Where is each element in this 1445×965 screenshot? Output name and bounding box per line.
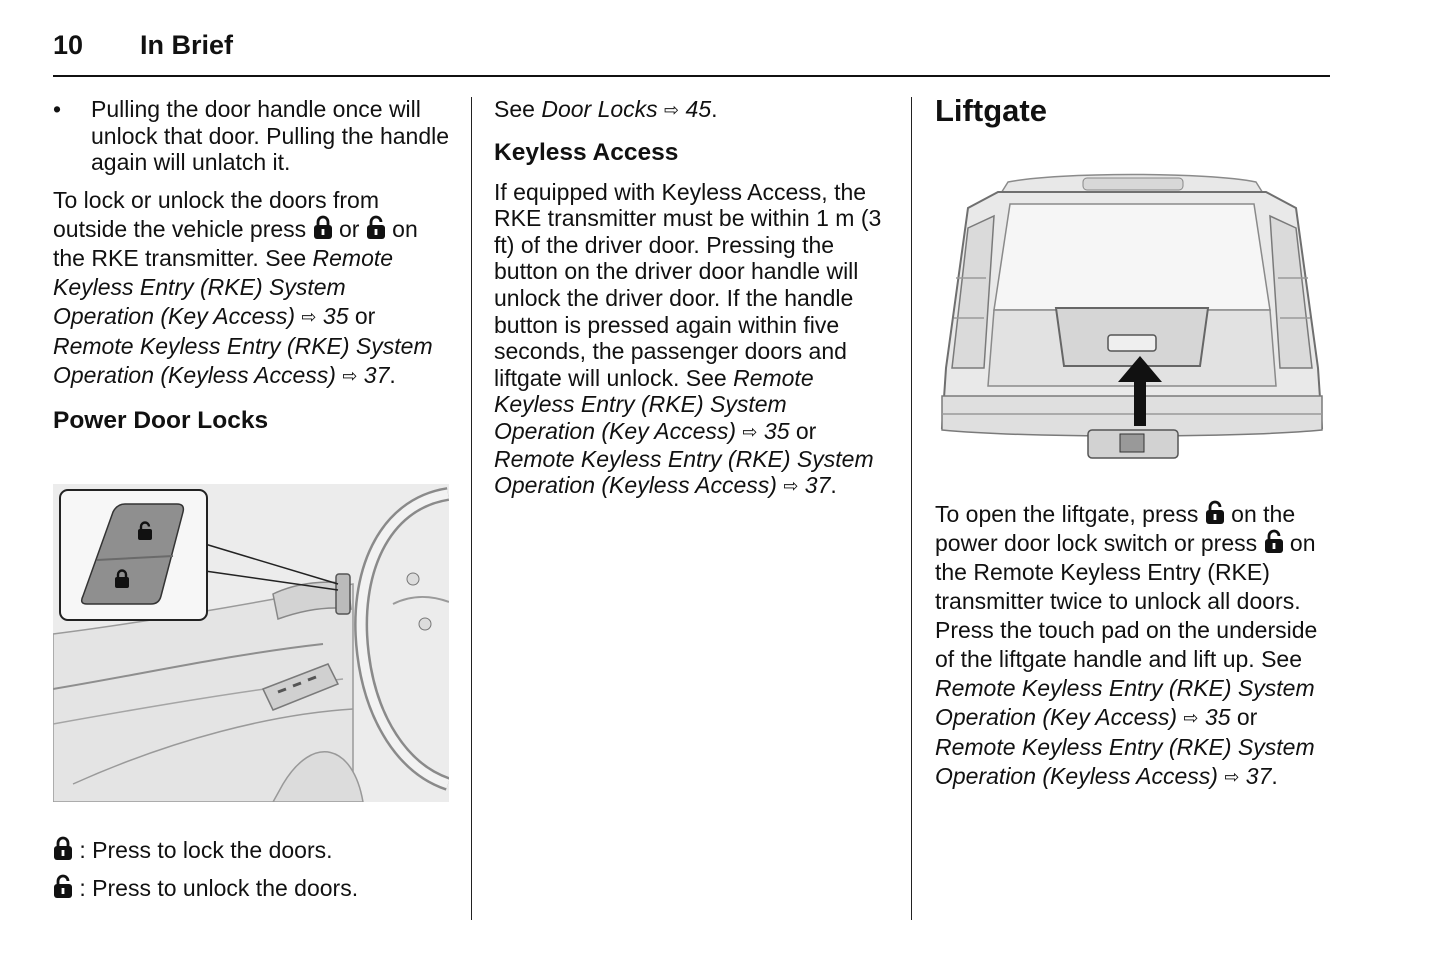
- page-reference-arrow-icon: ⇨: [664, 100, 680, 120]
- page-reference-arrow-icon: ⇨: [342, 365, 358, 386]
- page-reference-arrow-icon: ⇨: [742, 421, 758, 442]
- legend-unlock: : Press to unlock the doors.: [53, 874, 453, 902]
- keyless-paragraph: If equipped with Keyless Access, the RKE transmitter must be within 1 m (3 ft) of the driver door. Pressing the button on the driver door handle will unlock the driver door. If the handle button is pressed again within five seconds, the passenger doors and liftgate will unlock. See Remote Keyless Entry (RKE) System Operation (Key Access) ⇨ 35 or Remote Keyless Entry (RKE) System Operation (Keyless Access) ⇨ 37.: [494, 178, 882, 499]
- lock-open-icon: [1264, 529, 1284, 554]
- column-divider: [471, 97, 472, 920]
- section-heading: Liftgate: [935, 93, 1047, 128]
- page-header: [53, 30, 1330, 77]
- bullet-text: Pulling the door handle once will unlock that door. Pulling the handle again will unlatch it.: [91, 96, 450, 176]
- reference-page: 35: [322, 302, 349, 329]
- page-reference-arrow-icon: ⇨: [1183, 708, 1199, 728]
- reference-page: 35: [763, 417, 790, 444]
- cross-reference-link[interactable]: Remote Keyless Entry (RKE) System Operation (Keyless Access): [494, 445, 874, 499]
- lock-closed-icon: [313, 215, 333, 240]
- bullet-item: [53, 96, 453, 176]
- see-also: See Door Locks ⇨ 45.: [494, 96, 718, 122]
- reference-page: 37: [1245, 763, 1272, 789]
- legend-lock: : Press to lock the doors.: [53, 836, 453, 864]
- lock-paragraph: To lock or unlock the doors from outside the vehicle press or on the RKE transmitter. See Remote Keyless Entry (RKE) System Operation (Key Access) ⇨ 35 or Remote Keyless Entry (RKE) System Operation (Keyless Access) ⇨ 37.: [53, 186, 433, 388]
- liftgate-paragraph: To open the liftgate, press on the power door lock switch or press on the Remote Keyless Entry (RKE) transmitter twice to unlock all doors. Press the touch pad on the underside of the liftgate handle and lift up. See Remote Keyless Entry (RKE) System Operation (Key Access) ⇨ 35 or Remote Keyless Entry (RKE) System Operation (Keyless Access) ⇨ 37.: [935, 501, 1318, 789]
- cross-reference-link[interactable]: Remote Keyless Entry (RKE) System Operation (Keyless Access): [53, 332, 433, 388]
- page-number: 10: [53, 30, 84, 60]
- page-reference-arrow-icon: ⇨: [301, 306, 317, 327]
- reference-page: 45: [685, 96, 712, 122]
- lock-closed-icon: [53, 836, 73, 861]
- reference-page: 37: [804, 472, 831, 499]
- power-door-lock-illustration: [53, 484, 449, 802]
- page-reference-arrow-icon: ⇨: [783, 476, 799, 497]
- liftgate-text: [935, 500, 1330, 792]
- column-2: [494, 96, 889, 500]
- cross-reference-link[interactable]: Remote Keyless Entry (RKE) System Operation (Key Access): [935, 675, 1315, 730]
- section-heading: Keyless Access: [494, 138, 679, 166]
- reference-page: 35: [1204, 704, 1231, 730]
- cross-reference-link[interactable]: Remote Keyless Entry (RKE) System Operation (Key Access): [53, 244, 394, 329]
- bullet-dot: •: [53, 96, 62, 122]
- figure-legend: [53, 836, 453, 902]
- lock-open-icon: [1205, 500, 1225, 525]
- cross-reference-link[interactable]: Door Locks: [541, 96, 658, 122]
- reference-page: 37: [363, 361, 390, 388]
- page-reference-arrow-icon: ⇨: [1224, 767, 1240, 787]
- cross-reference-link[interactable]: Remote Keyless Entry (RKE) System Operation (Keyless Access): [935, 734, 1315, 789]
- section-title: In Brief: [140, 30, 234, 60]
- column-1: [53, 96, 453, 435]
- column-3: [935, 94, 1330, 128]
- liftgate-illustration: [938, 168, 1326, 468]
- lock-open-icon: [366, 215, 386, 240]
- lock-open-icon: [53, 874, 73, 899]
- cross-reference-link[interactable]: Remote Keyless Entry (RKE) System Operation (Key Access): [494, 364, 814, 444]
- column-divider: [911, 97, 912, 920]
- section-heading: Power Door Locks: [53, 406, 269, 434]
